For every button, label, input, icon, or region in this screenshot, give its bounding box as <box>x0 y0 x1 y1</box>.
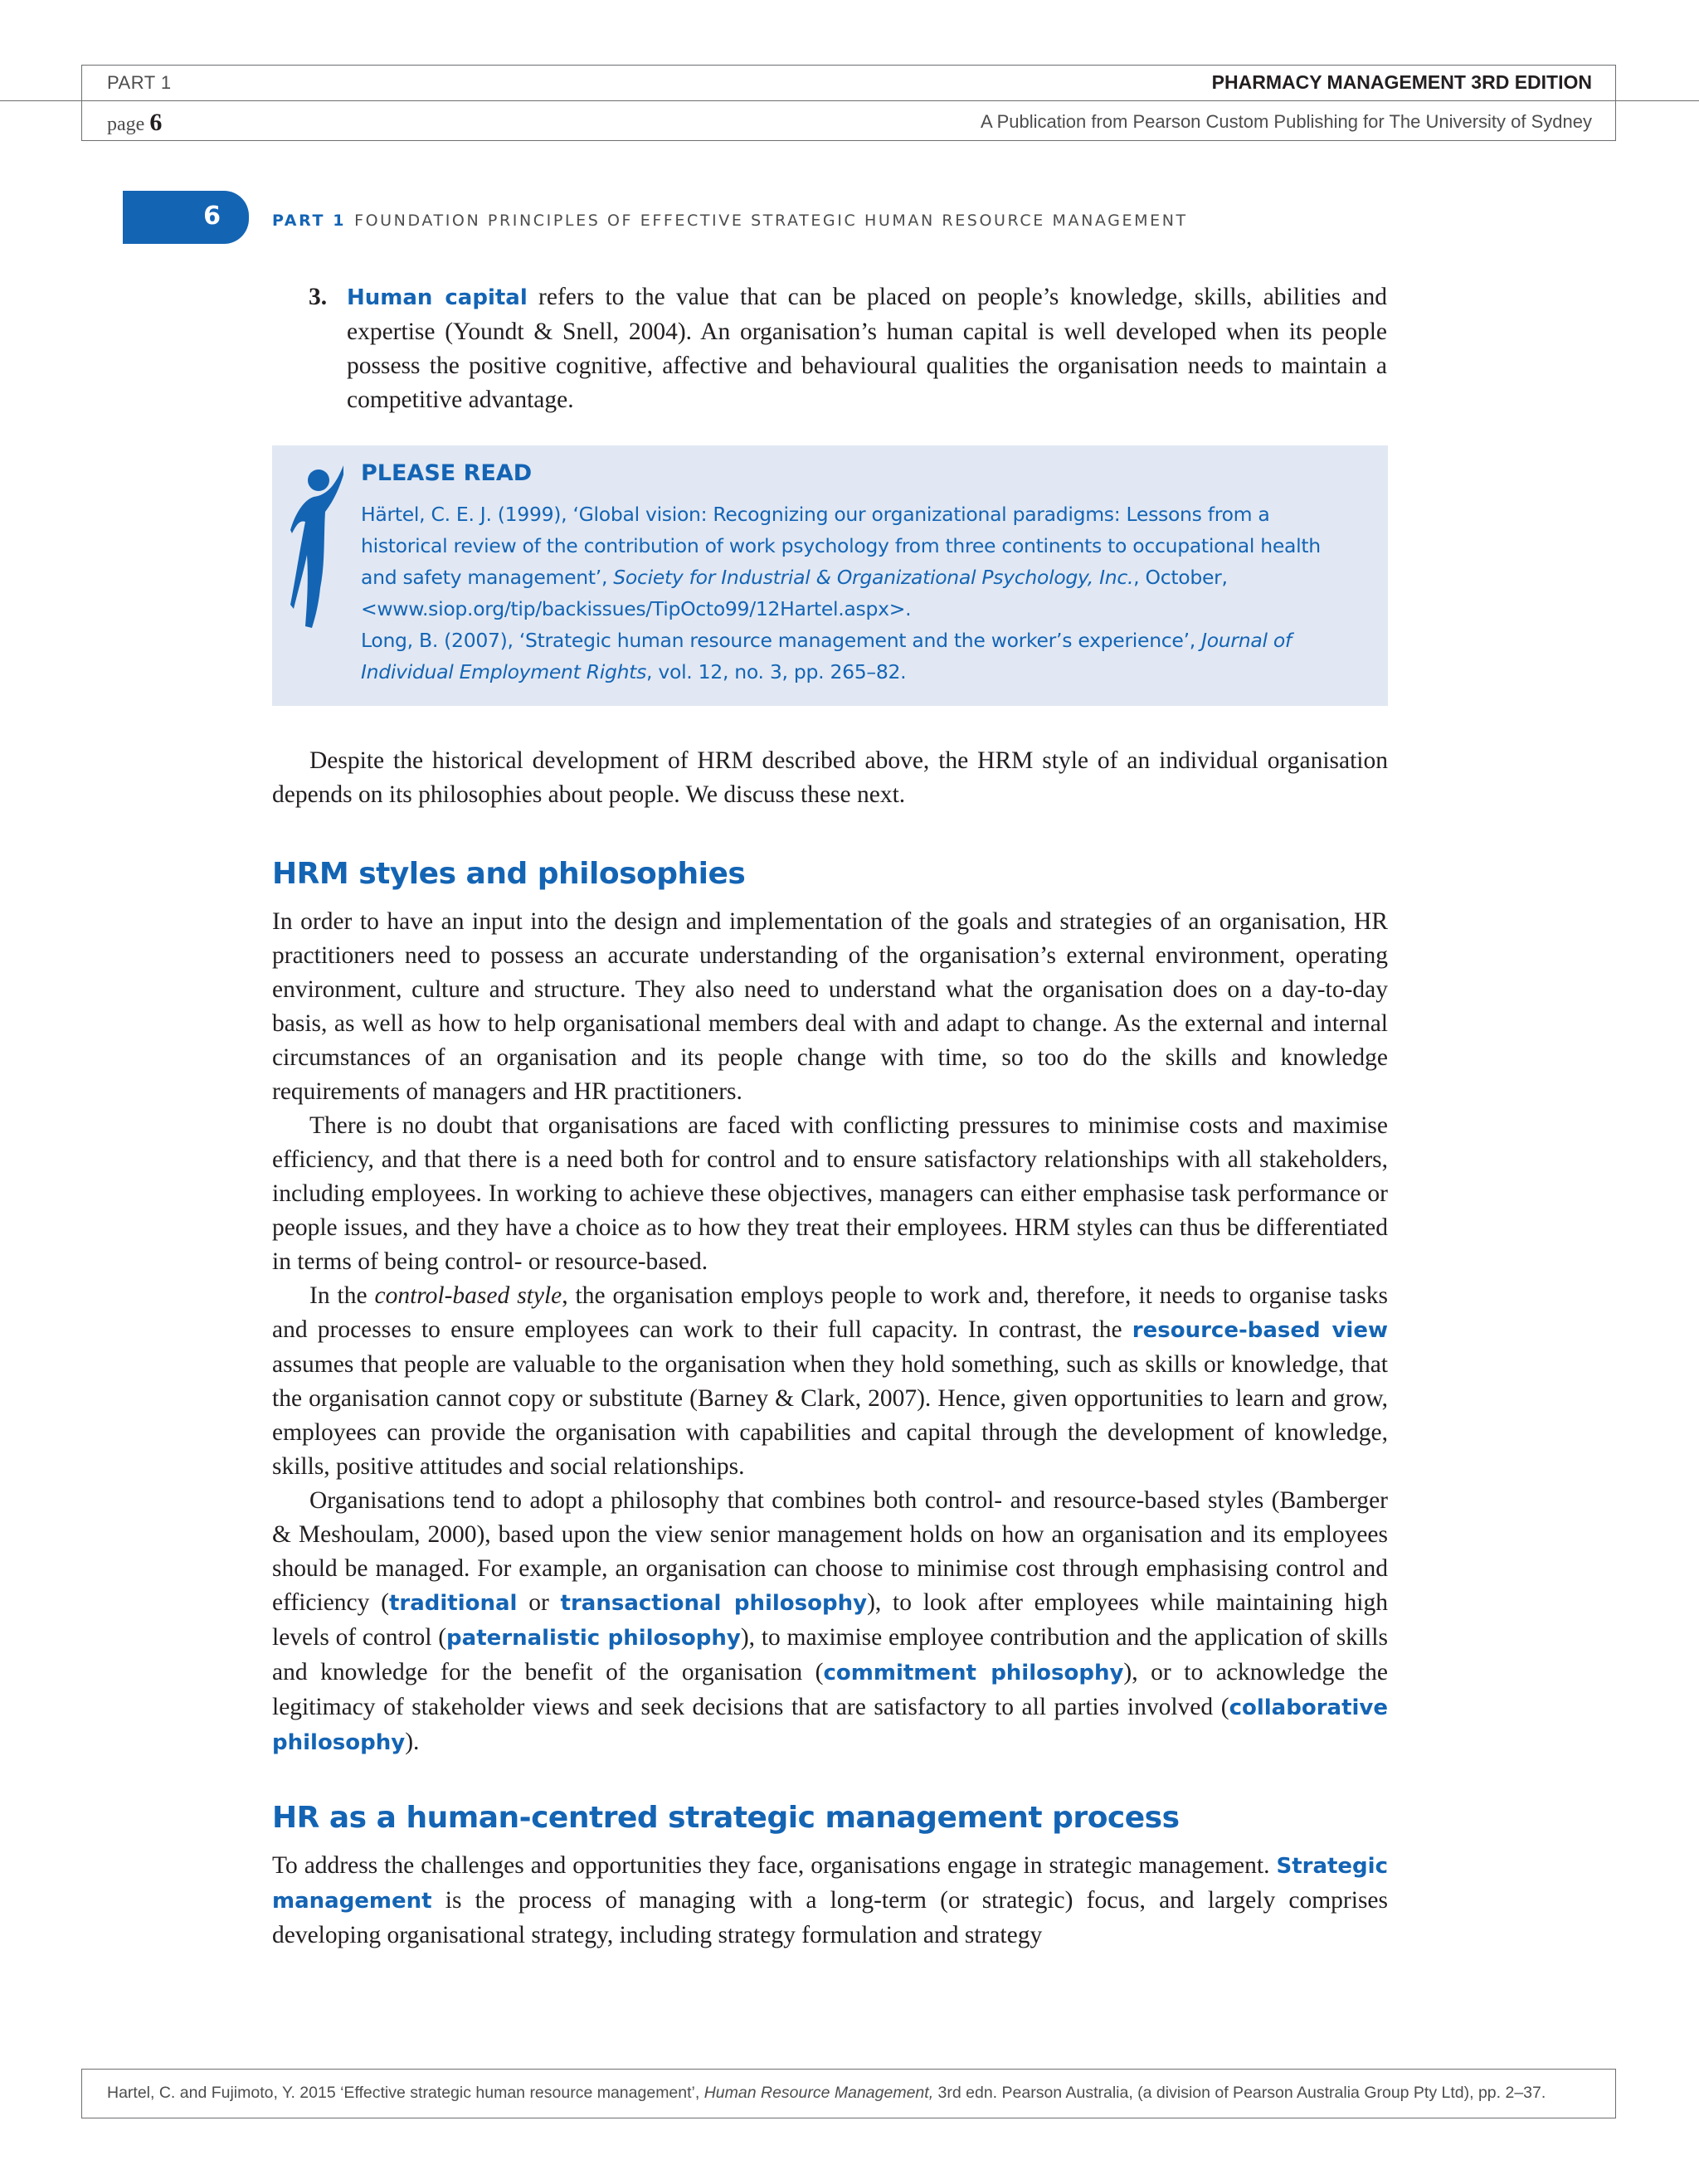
footer-text: Hartel, C. and Fujimoto, Y. 2015 ‘Effective strategic human resource management’, <box>107 2084 704 2102</box>
section-heading-hrm-styles: HRM styles and philosophies <box>272 857 746 891</box>
page-tab-number: 6 <box>203 202 221 231</box>
paragraph-text: ), to maximise employee contribution and the application of skills and knowledge for the benefit of the organisation ( <box>272 1624 1388 1685</box>
page-footer <box>81 2069 1616 2118</box>
header-page-label: page <box>107 114 145 135</box>
section-2-body <box>272 1849 1388 1953</box>
footer-source: Human Resource Management, <box>703 2084 934 2102</box>
header-page-number <box>107 109 162 137</box>
header-book-title: PHARMACY MANAGEMENT 3RD EDITION <box>1211 71 1592 93</box>
running-head-title: FOUNDATION PRINCIPLES OF EFFECTIVE STRATEGIC HUMAN RESOURCE MANAGEMENT <box>354 212 1188 230</box>
reference-hartel-1999 <box>361 499 1356 625</box>
reference-source: Society for Industrial & Organizational Psychology, Inc. <box>613 566 1134 589</box>
reference-text: Härtel, C. E. J. (1999), ‘Global vision: Recognizing our organizational paradigms: Lessons from a historical review of the contribution of work psychology from three continents to occupational health and safety management’, <box>361 503 1321 589</box>
page-tab <box>123 191 249 244</box>
key-term-strategic-management: Strategic management <box>272 1854 1388 1914</box>
reference-source: Journal of Individual Employment Rights <box>361 629 1292 683</box>
paragraph <box>272 1484 1388 1760</box>
key-term-paternalistic-philosophy: paternalistic philosophy <box>446 1626 741 1651</box>
reference-text: , vol. 12, no. 3, pp. 265–82. <box>646 660 907 683</box>
list-number: 3. <box>309 284 328 310</box>
paragraph-text: In the <box>309 1282 375 1309</box>
paragraph-text: To address the challenges and opportunities they face, organisations engage in strategic management. <box>272 1852 1277 1879</box>
paragraph-text: or <box>517 1589 561 1616</box>
please-read-box <box>272 445 1388 706</box>
page-header <box>81 65 1616 141</box>
paragraph-text: Organisations tend to adopt a philosophy that combines both control- and resource-based styles (Bamberger & Meshoulam, 2000), based upon the view senior management holds on how an organisation and its employees should be managed. For example, an organisation can choose to minimise cost through emphasising control and efficiency ( <box>272 1487 1388 1616</box>
key-term-collaborative-philosophy: collaborative philosophy <box>272 1695 1388 1755</box>
paragraph-text: assumes that people are valuable to the organisation when they hold something, such as skills or knowledge, that the organisation cannot copy or substitute (Barney & Clark, 2007). Hence, given opportunities to learn and grow, employees can provide the organisation with capabilities and capital through the development of knowledge, skills, positive attitudes and social relationships. <box>272 1351 1388 1480</box>
paragraph-text: ), to look after employees while maintaining high levels of control ( <box>272 1589 1388 1651</box>
running-head <box>272 212 1188 230</box>
header-part: PART 1 <box>107 72 172 93</box>
list-item-body <box>347 280 1387 417</box>
key-term-human-capital: Human capital <box>347 285 528 310</box>
footer-citation <box>107 2084 1546 2103</box>
reference-text: , October, <www.siop.org/tip/backissues/TipOcto99/12Hartel.aspx>. <box>361 566 1228 620</box>
paragraph-text: , the organisation employs people to work and, therefore, it needs to organise tasks and processes to ensure employees can work to their full capacity. In contrast, the <box>272 1282 1388 1343</box>
section-heading-hr-strategic-process: HR as a human-centred strategic management process <box>272 1801 1180 1835</box>
paragraph: In order to have an input into the design and implementation of the goals and strategies of an organisation, HR practitioners need to possess an accurate understanding of the organisation’s external environment, operating environment, culture and structure. They also need to understand what the organisation does on a day-to-day basis, as well as how to help organisational members deal with and adapt to change. As the external and internal circumstances of an organisation and its people change with time, so too do the skills and knowledge requirements of managers and HR practitioners. <box>272 908 1388 1105</box>
intro-paragraph-block <box>272 744 1388 812</box>
reading-list <box>361 499 1356 688</box>
list-item-text: refers to the value that can be placed on people’s knowledge, skills, abilities and expertise (Youndt & Snell, 2004). An organisation’s human capital is well developed when its people possess the positive cognitive, affective and behavioural qualities the organisation needs to maintain a competitive advantage. <box>347 284 1387 413</box>
paragraph <box>272 1849 1388 1953</box>
paragraph-text: is the process of managing with a long-term (or strategic) focus, and largely comprises developing organisational strategy, including strategy formulation and strategy <box>272 1887 1388 1948</box>
reference-text: Long, B. (2007), ‘Strategic human resource management and the worker’s experience’, <box>361 629 1202 652</box>
list-item-3 <box>309 280 1387 417</box>
key-term-commitment-philosophy: commitment philosophy <box>823 1661 1124 1685</box>
emphasis-text: control-based style <box>374 1282 562 1309</box>
header-page-value: 6 <box>149 109 163 136</box>
key-term-transactional-philosophy: transactional philosophy <box>560 1591 868 1616</box>
please-read-title: PLEASE READ <box>361 460 533 486</box>
paragraph-text: ). <box>405 1729 420 1755</box>
key-term-resource-based-view: resource-based view <box>1132 1318 1389 1343</box>
paragraph: There is no doubt that organisations are faced with conflicting pressures to minimise costs and maximise efficiency, and that there is a need both for control and to ensure satisfactory relationships with all stakeholders, including employees. In working to achieve these objectives, managers can either emphasise task performance or people issues, and they have a choice as to how they treat their employees. HRM styles can thus be differentiated in terms of being control- or resource-based. <box>272 1112 1388 1275</box>
header-publication: A Publication from Pearson Custom Publishing for The University of Sydney <box>981 111 1592 132</box>
running-head-part: PART 1 <box>272 212 347 230</box>
reading-person-icon <box>290 464 343 630</box>
section-1-body <box>272 905 1388 1760</box>
reference-long-2007 <box>361 625 1356 688</box>
paragraph <box>272 1279 1388 1484</box>
intro-paragraph: Despite the historical development of HRM described above, the HRM style of an individual organisation depends on its philosophies about people. We discuss these next. <box>272 747 1388 808</box>
paragraph-text: ), or to acknowledge the legitimacy of stakeholder views and seek decisions that are satisfactory to all parties involved ( <box>272 1659 1388 1720</box>
footer-text: 3rd edn. Pearson Australia, (a division of Pearson Australia Group Pty Ltd), pp. 2–37. <box>933 2084 1546 2102</box>
key-term-traditional: traditional <box>388 1591 518 1616</box>
